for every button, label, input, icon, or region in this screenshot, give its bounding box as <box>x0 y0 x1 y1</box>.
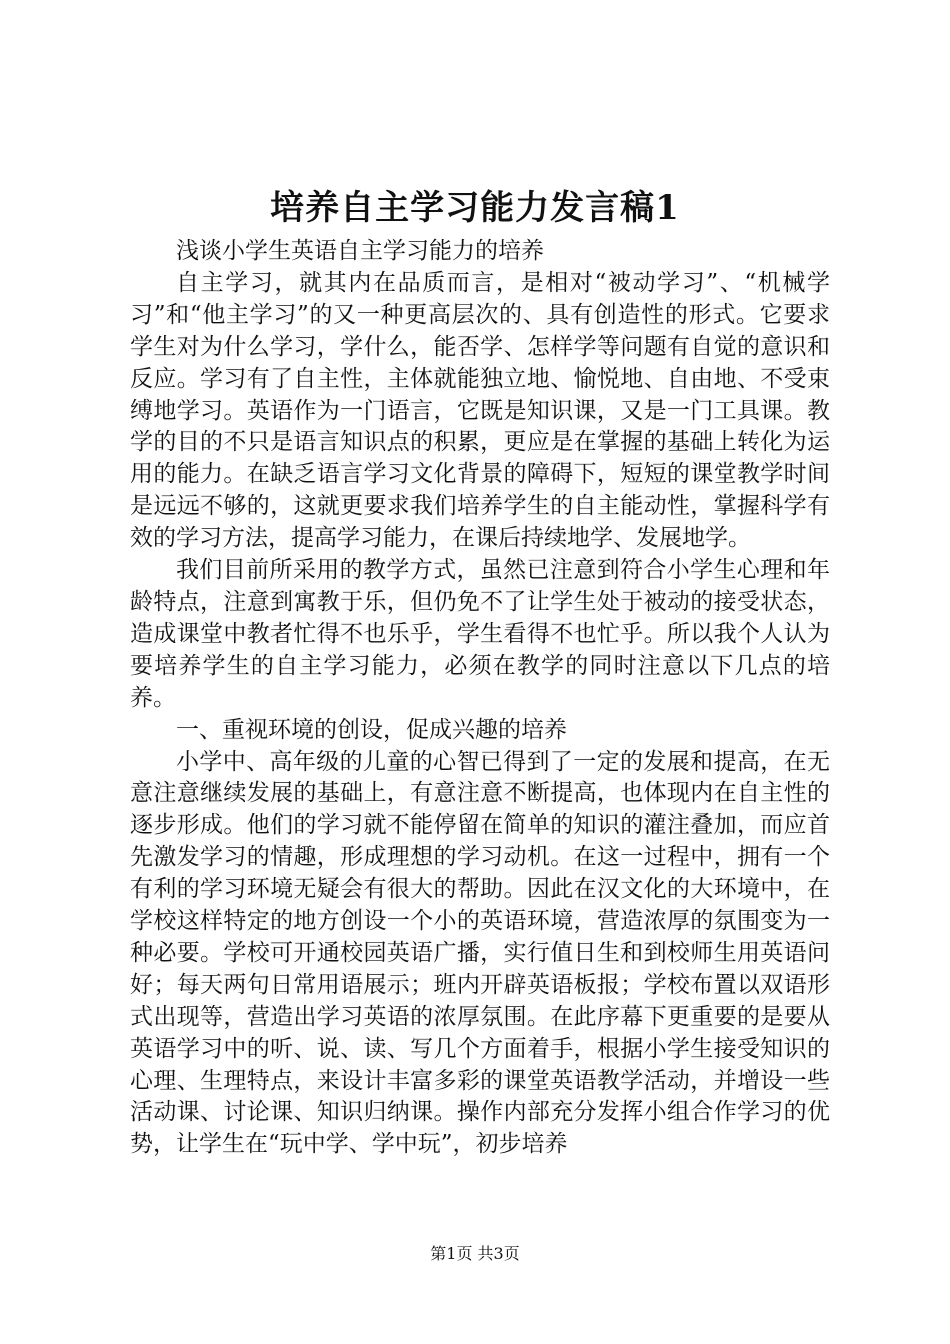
document-body <box>130 236 830 1161</box>
body-paragraph: 我们目前所采用的教学方式，虽然已注意到符合小学生心理和年龄特点，注意到寓教于乐，但仍免不了让学生处于被动的接受状态，造成课堂中教者忙得不也乐乎，学生看得不也忙乎。所以我个人认为要培养学生的自主学习能力，必须在教学的同时注意以下几点的培养。 <box>130 557 830 711</box>
body-paragraph: 自主学习，就其内在品质而言，是相对“被动学习”、“机械学习”和“他主学习”的又一种更高层次的、具有创造性的形式。它要求学生对为什么学习，学什么，能否学、怎样学等问题有自觉的意识和反应。学习有了自主性，主体就能独立地、愉悦地、自由地、不受束缚地学习。英语作为一门语言，它既是知识课，又是一门工具课。教学的目的不只是语言知识点的积累，更应是在掌握的基础上转化为运用的能力。在缺乏语言学习文化背景的障碍下，短短的课堂教学时间是远远不够的，这就更要求我们培养学生的自主能动性，掌握科学有效的学习方法，提高学习能力，在课后持续地学、发展地学。 <box>130 269 830 552</box>
section-heading: 一、重视环境的创设，促成兴趣的培养 <box>176 716 567 743</box>
body-paragraph: 小学中、高年级的儿童的心智已得到了一定的发展和提高，在无意注意继续发展的基础上，有意注意不断提高，也体现内在自主性的逐步形成。他们的学习就不能停留在简单的知识的灌注叠加，而应首先激发学习的情趣，形成理想的学习动机。在这一过程中，拥有一个有利的学习环境无疑会有很大的帮助。因此在汉文化的大环境中，在学校这样特定的地方创设一个小的英语环境，营造浓厚的氛围变为一种必要。学校可开通校园英语广播，实行值日生和到校师生用英语问好；每天两句日常用语展示；班内开辟英语板报；学校布置以双语形式出现等，营造出学习英语的浓厚氛围。在此序幕下更重要的是要从英语学习中的听、说、读、写几个方面着手，根据小学生接受知识的心理、生理特点，来设计丰富多彩的课堂英语教学活动，并增设一些活动课、讨论课、知识归纳课。操作内部充分发挥小组合作学习的优势，让学生在“玩中学、学中玩”，初步培养 <box>130 748 830 1158</box>
page-footer: 第1页 共3页 <box>430 1244 520 1263</box>
document-title: 培养自主学习能力发言稿1 <box>270 188 680 228</box>
subtitle-paragraph: 浅谈小学生英语自主学习能力的培养 <box>176 238 544 264</box>
